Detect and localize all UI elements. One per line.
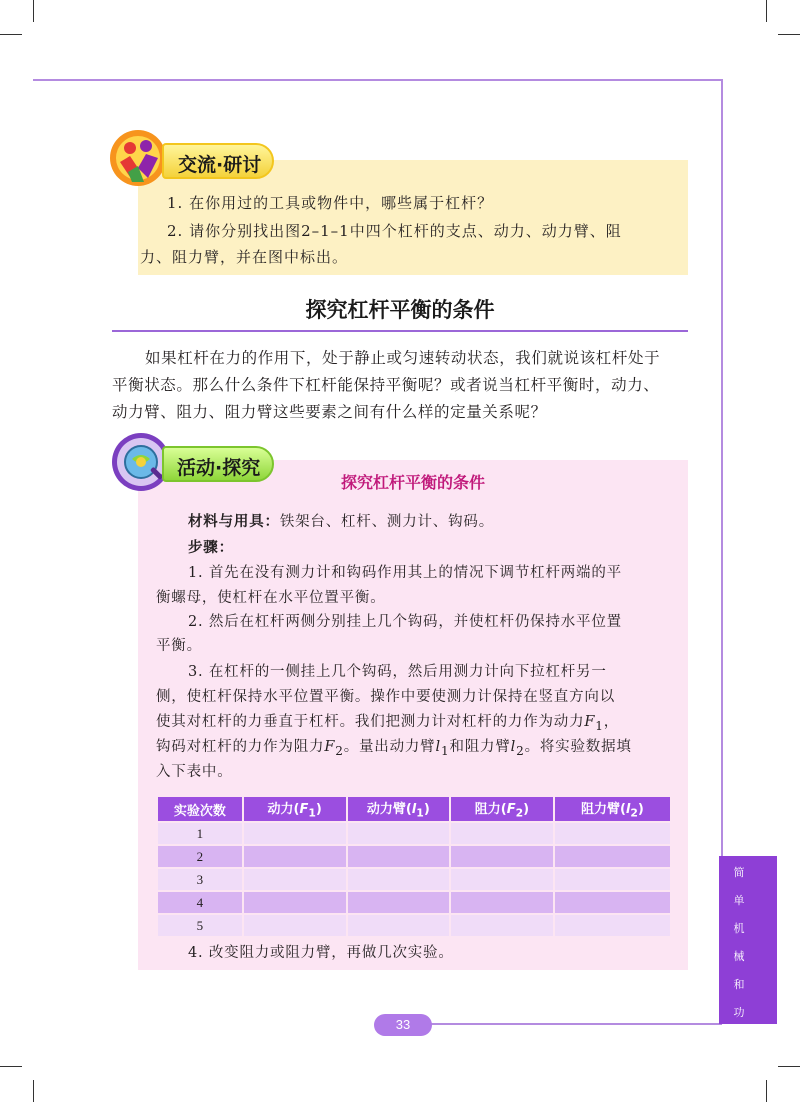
step1-line-b: 衡螺母，使杠杆在水平位置平衡。	[156, 590, 386, 606]
table-cell[interactable]	[450, 914, 554, 937]
table-cell[interactable]	[450, 868, 554, 891]
header-load-arm: 阻力臂$(l_2)$	[554, 796, 671, 822]
table-row	[157, 914, 671, 937]
table-cell[interactable]	[554, 822, 671, 845]
page-frame-bottom	[430, 1023, 722, 1025]
page-frame-top	[33, 79, 723, 81]
table-cell[interactable]	[347, 868, 451, 891]
side-tab-char: 机	[733, 922, 745, 935]
step1-line-a: 1. 首先在没有测力计和钩码作用其上的情况下调节杠杆两端的平	[188, 565, 622, 581]
header-effort-arm: 动力臂$(l_1)$	[347, 796, 451, 822]
header-effort-force: 动力$(F_1)$	[243, 796, 347, 822]
people-discussion-icon	[108, 128, 168, 188]
table-cell[interactable]	[347, 822, 451, 845]
page-frame-right	[721, 79, 723, 859]
discussion-line-3: 力、阻力臂，并在图中标出。	[140, 248, 349, 266]
step3-line-d-text: 和阻力臂	[449, 739, 511, 755]
step3-line-d	[156, 735, 632, 763]
table-cell[interactable]	[243, 822, 347, 845]
table-cell[interactable]	[450, 822, 554, 845]
experiment-data-table	[156, 795, 672, 938]
step3-line-e: 入下表中。	[156, 764, 233, 780]
subscript: 2	[516, 743, 525, 758]
table-cell[interactable]	[243, 914, 347, 937]
side-tab-char: 简	[733, 866, 745, 879]
header-trial-number: 实验次数	[157, 796, 243, 822]
materials-text: 铁架台、杠杆、测力计、钩码。	[279, 514, 495, 530]
step3-line-a: 3. 在杠杆的一侧挂上几个钩码，然后用测力计向下拉杠杆另一	[188, 664, 607, 680]
subscript: 1	[440, 743, 450, 758]
table-cell[interactable]	[554, 845, 671, 868]
symbol-l: l	[435, 739, 441, 755]
step2-line-b: 平衡。	[156, 638, 202, 654]
step3-line-d-text: 钩码对杠杆的力作为阻力	[156, 739, 325, 755]
paragraph-line-1: 如果杠杆在力的作用下，处于静止或匀速转动状态，我们就说该杠杆处于	[145, 349, 661, 367]
crop-mark	[778, 1066, 800, 1067]
crop-mark	[766, 0, 767, 22]
trial-number: 2	[157, 845, 243, 868]
trial-number: 4	[157, 891, 243, 914]
materials-label: 材料与用具：	[188, 514, 280, 530]
table-row	[157, 822, 671, 845]
table-cell[interactable]	[243, 845, 347, 868]
subscript: 2	[335, 743, 344, 758]
crop-mark	[778, 34, 800, 35]
table-header-row	[157, 796, 671, 822]
symbol-F: F	[324, 739, 336, 755]
table-cell[interactable]	[554, 868, 671, 891]
step3-line-c-text: 使其对杠杆的力垂直于杠杆。我们把测力计对杠杆的力作为动力	[156, 714, 585, 730]
steps-label: 步骤：	[188, 540, 234, 556]
step3-line-d-text: 。量出动力臂	[343, 739, 436, 755]
heading-divider	[112, 330, 688, 332]
header-load-force: 阻力$(F_2)$	[450, 796, 554, 822]
table-cell[interactable]	[554, 891, 671, 914]
activity-tag-label: 活动·探究	[177, 457, 261, 479]
crop-mark	[0, 1066, 22, 1067]
punctuation: ，	[603, 714, 620, 730]
crop-mark	[766, 1080, 767, 1102]
step3-line-d-text: 。将实验数据填	[524, 739, 632, 755]
table-row	[157, 845, 671, 868]
step3-line-b: 侧，使杠杆保持水平位置平衡。操作中要使测力计保持在竖直方向以	[156, 689, 615, 705]
activity-title: 探究杠杆平衡的条件	[340, 473, 485, 492]
discussion-line-1: 1. 在你用过的工具或物件中，哪些属于杠杆？	[167, 194, 494, 212]
chapter-side-tab	[719, 856, 777, 1024]
symbol-l: l	[510, 739, 517, 755]
section-heading: 探究杠杆平衡的条件	[305, 298, 495, 322]
table-cell[interactable]	[554, 914, 671, 937]
table-row	[157, 891, 671, 914]
symbol-F: F	[584, 714, 596, 730]
table-cell[interactable]	[450, 891, 554, 914]
trial-number: 5	[157, 914, 243, 937]
table-cell[interactable]	[347, 845, 451, 868]
paragraph-line-3: 动力臂、阻力、阻力臂这些要素之间有什么样的定量关系呢？	[112, 403, 547, 421]
paragraph-line-2: 平衡状态。那么什么条件下杠杆能保持平衡呢？或者说当杠杆平衡时，动力、	[112, 376, 660, 394]
side-tab-char: 械	[733, 950, 745, 963]
trial-number: 1	[157, 822, 243, 845]
side-tab-char: 单	[733, 894, 745, 907]
side-tab-char: 和	[733, 978, 745, 991]
crop-mark	[0, 34, 22, 35]
table-cell[interactable]	[347, 891, 451, 914]
discussion-tag-label: 交流·研讨	[178, 154, 262, 176]
step4-line: 4. 改变阻力或阻力臂，再做几次实验。	[188, 945, 454, 961]
table-row	[157, 868, 671, 891]
table-cell[interactable]	[450, 845, 554, 868]
table-cell[interactable]	[243, 891, 347, 914]
crop-mark	[33, 0, 34, 22]
discussion-tag	[162, 143, 274, 179]
materials-line	[188, 510, 494, 534]
trial-number: 3	[157, 868, 243, 891]
subscript: 1	[595, 718, 604, 733]
step2-line-a: 2. 然后在杠杆两侧分别挂上几个钩码，并使杠杆仍保持水平位置	[188, 614, 622, 630]
side-tab-char: 功	[733, 1006, 745, 1019]
page-number: 33	[374, 1014, 432, 1036]
table-cell[interactable]	[347, 914, 451, 937]
step3-line-c	[156, 710, 619, 738]
discussion-line-2: 2. 请你分别找出图2–1–1中四个杠杆的支点、动力、动力臂、阻	[167, 222, 622, 240]
table-cell[interactable]	[243, 868, 347, 891]
crop-mark	[33, 1080, 34, 1102]
